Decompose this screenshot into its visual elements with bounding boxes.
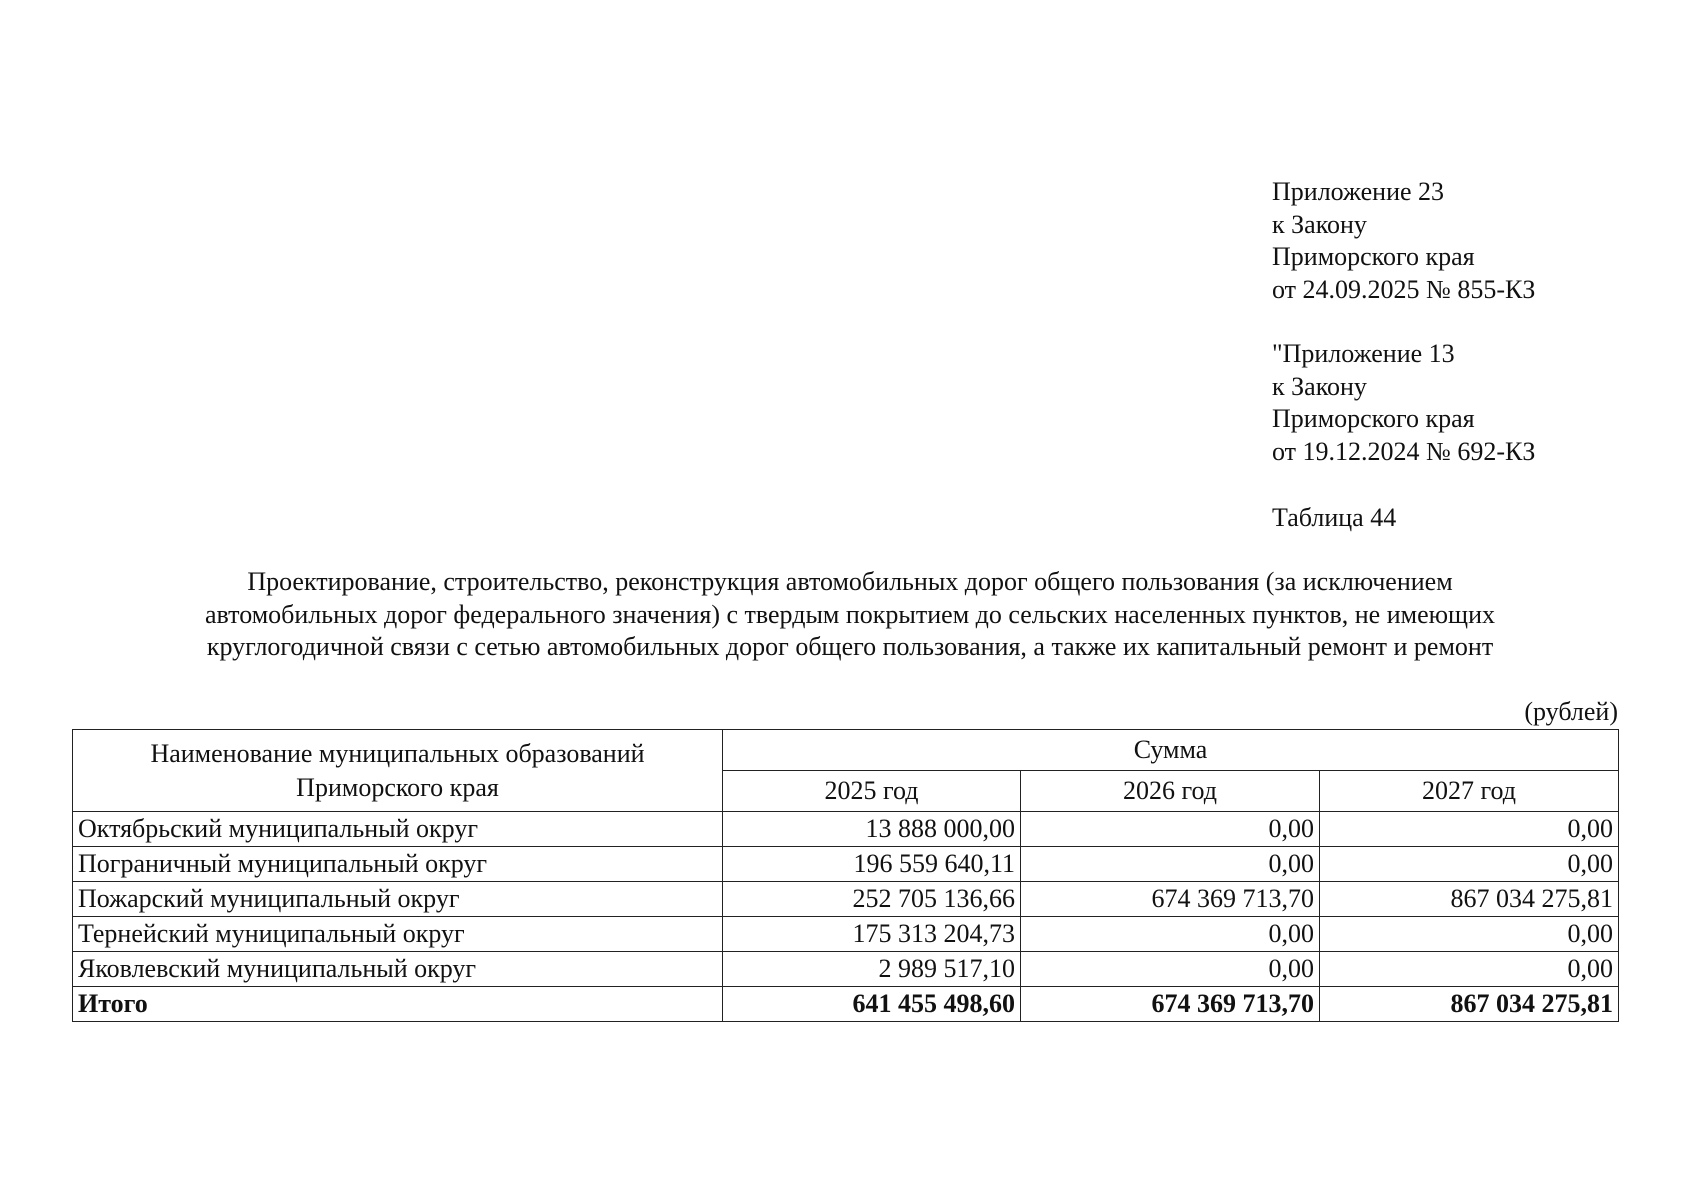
amount-2027: 0,00 — [1320, 917, 1619, 952]
table-row — [73, 882, 1619, 917]
annex-line: от 19.12.2024 № 692-КЗ — [1272, 436, 1536, 466]
amount-2025: 196 559 640,11 — [723, 847, 1021, 882]
annex-line: Приморского края — [1272, 404, 1475, 433]
table-row — [73, 917, 1619, 952]
total-2027: 867 034 275,81 — [1320, 987, 1619, 1022]
amount-2026: 0,00 — [1021, 952, 1320, 987]
amount-2026: 0,00 — [1021, 917, 1320, 952]
annex-reference-current — [1272, 176, 1535, 306]
municipality-name: Октябрьский муниципальный округ — [73, 812, 723, 847]
total-row — [73, 987, 1619, 1022]
annex-line: от 24.09.2025 № 855-КЗ — [1272, 274, 1536, 304]
document-title — [100, 566, 1600, 664]
municipality-name: Тернейский муниципальный округ — [73, 917, 723, 952]
municipality-name: Пограничный муниципальный округ — [73, 847, 723, 882]
header-year-2026: 2026 год — [1021, 771, 1320, 812]
total-label: Итого — [73, 987, 723, 1022]
amount-2025: 175 313 204,73 — [723, 917, 1021, 952]
municipality-name: Яковлевский муниципальный округ — [73, 952, 723, 987]
title-line: Проектирование, строительство, реконструкция автомобильных дорог общего пользования (за исключением — [247, 567, 1453, 596]
annex-reference-original — [1272, 338, 1535, 468]
amount-2025: 13 888 000,00 — [723, 812, 1021, 847]
annex-line: к Закону — [1272, 371, 1367, 401]
total-2025: 641 455 498,60 — [723, 987, 1021, 1022]
total-2026: 674 369 713,70 — [1021, 987, 1320, 1022]
header-name-line: Наименование муниципальных образований — [150, 738, 645, 768]
header-year-2027: 2027 год — [1320, 771, 1619, 812]
annex-line: к Закону — [1272, 209, 1367, 239]
amount-2026: 674 369 713,70 — [1021, 882, 1320, 917]
header-municipality — [73, 730, 723, 812]
table-row — [73, 847, 1619, 882]
title-line: автомобильных дорог федерального значения) с твердым покрытием до сельских населенных пунктов, не имеющих — [205, 599, 1495, 629]
amount-2025: 2 989 517,10 — [723, 952, 1021, 987]
amount-2026: 0,00 — [1021, 812, 1320, 847]
title-line: круглогодичной связи с сетью автомобильных дорог общего пользования, а также их капитальный ремонт и ремонт — [206, 632, 1494, 661]
header-sum: Сумма — [723, 730, 1619, 771]
amount-2027: 0,00 — [1320, 812, 1619, 847]
municipality-name: Пожарский муниципальный округ — [73, 882, 723, 917]
amount-2027: 0,00 — [1320, 847, 1619, 882]
amount-2027: 0,00 — [1320, 952, 1619, 987]
table-row — [73, 952, 1619, 987]
annex-line: Приложение 23 — [1272, 177, 1445, 206]
header-name-line: Приморского края — [296, 772, 499, 802]
header-year-2025: 2025 год — [723, 771, 1021, 812]
table-row — [73, 812, 1619, 847]
amount-2026: 0,00 — [1021, 847, 1320, 882]
amount-2027: 867 034 275,81 — [1320, 882, 1619, 917]
amount-2025: 252 705 136,66 — [723, 882, 1021, 917]
table-number: Таблица 44 — [1272, 503, 1397, 532]
budget-table — [72, 729, 1619, 1022]
annex-line: Приморского края — [1272, 242, 1475, 271]
unit-label: (рублей) — [1524, 697, 1618, 726]
annex-line: "Приложение 13 — [1272, 339, 1455, 368]
